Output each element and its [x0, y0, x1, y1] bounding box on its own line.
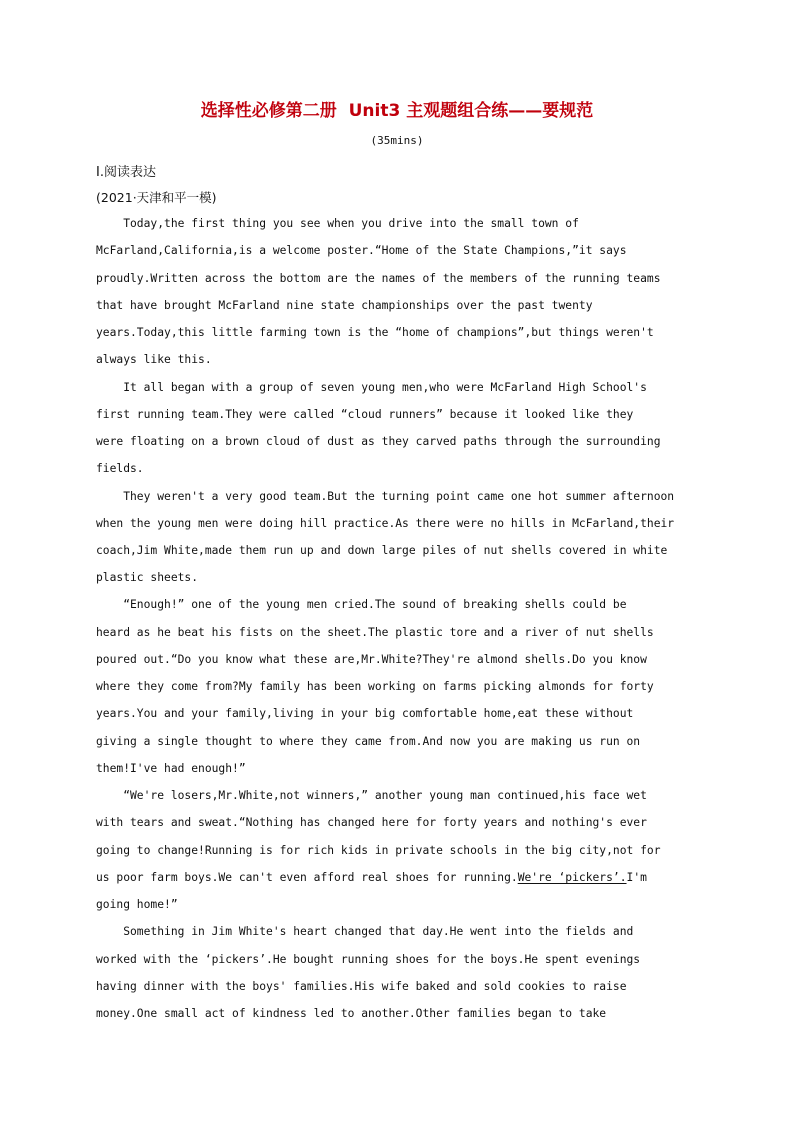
passage-line: having dinner with the boys' families.His wife baked and sold cookies to raise — [96, 980, 627, 993]
passage-line: always like this. — [96, 353, 212, 366]
passage-line: proudly.Written across the bottom are the names of the members of the running teams — [96, 272, 661, 285]
passage-line: giving a single thought to where they came from.And now you are making us run on — [96, 735, 641, 748]
passage-line: Something in Jim White's heart changed that day.He went into the fields and — [96, 925, 634, 938]
passage-line: heard as he beat his fists on the sheet.The plastic tore and a river of nut shells — [96, 626, 654, 639]
passage-line: worked with the ‘pickers’.He bought running shoes for the boys.He spent evenings — [96, 953, 641, 966]
passage-line-underlined — [96, 871, 647, 885]
passage-line: McFarland,California,is a welcome poster.“Home of the State Champions,”it says — [96, 244, 627, 257]
page-title: 选择性必修第二册 Unit3 主观题组合练——要规范 — [200, 101, 594, 121]
passage-line: years.Today,this little farming town is the “home of champions”,but things weren't — [96, 326, 654, 339]
passage-line: going home!” — [96, 898, 178, 911]
passage-line: Today,the first thing you see when you drive into the small town of — [96, 217, 579, 230]
passage-line: They weren't a very good team.But the turning point came one hot summer afternoon — [96, 490, 675, 503]
passage-line: years.You and your family,living in your big comfortable home,eat these without — [96, 707, 634, 720]
passage-line: them!I've had enough!” — [96, 762, 246, 775]
passage-line-tail: I'm — [626, 871, 647, 884]
passage-line: where they come from?My family has been working on farms picking almonds for forty — [96, 680, 654, 693]
passage-line: going to change!Running is for rich kids in private schools in the big city,not for — [96, 844, 661, 857]
section-heading: Ⅰ.阅读表达 — [96, 165, 156, 180]
passage-line: It all began with a group of seven young men,who were McFarland High School's — [96, 381, 647, 394]
passage-source: (2021·天津和平一模) — [96, 190, 217, 205]
passage-line: poured out.“Do you know what these are,Mr.White?They're almond shells.Do you know — [96, 653, 647, 666]
passage-line: that have brought McFarland nine state championships over the past twenty — [96, 299, 593, 312]
passage-line: were floating on a brown cloud of dust as they carved paths through the surrounding — [96, 435, 661, 448]
passage-line: money.One small act of kindness led to another.Other families began to take — [96, 1007, 607, 1020]
passage-line: first running team.They were called “cloud runners” because it looked like they — [96, 408, 634, 421]
passage-line: coach,Jim White,made them run up and down large piles of nut shells covered in white — [96, 544, 668, 557]
passage-line: fields. — [96, 462, 144, 475]
passage-line: “We're losers,Mr.White,not winners,” another young man continued,his face wet — [96, 789, 647, 802]
passage-line: “Enough!” one of the young men cried.The sound of breaking shells could be — [96, 598, 627, 611]
passage-line: when the young men were doing hill practice.As there were no hills in McFarland,their — [96, 517, 675, 530]
passage-line: plastic sheets. — [96, 571, 199, 584]
underlined-phrase: We're ‘pickers’. — [517, 871, 627, 884]
passage-line-text: us poor farm boys.We can't even afford real shoes for running. — [96, 871, 518, 884]
duration-label: (35mins) — [370, 134, 424, 147]
passage-line: with tears and sweat.“Nothing has changed here for forty years and nothing's ever — [96, 816, 647, 829]
